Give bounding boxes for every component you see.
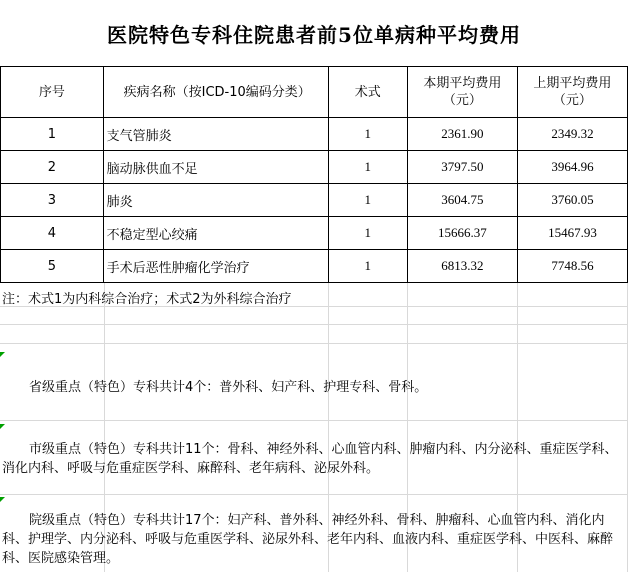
comment-marker-icon bbox=[0, 497, 5, 502]
header-previous-line1: 上期平均费用 bbox=[533, 76, 612, 91]
previous-cost: 3760.05 bbox=[517, 184, 627, 217]
surgery-type: 1 bbox=[328, 217, 407, 250]
table-row bbox=[1, 184, 628, 217]
current-cost: 3797.50 bbox=[407, 151, 517, 184]
previous-cost: 7748.56 bbox=[517, 250, 627, 283]
disease-name: 手术后恶性肿瘤化学治疗 bbox=[103, 250, 328, 283]
previous-cost: 15467.93 bbox=[517, 217, 627, 250]
cost-table bbox=[0, 66, 628, 283]
row-number: 5 bbox=[1, 250, 104, 283]
current-cost: 2361.90 bbox=[407, 118, 517, 151]
header-current-line1: 本期平均费用 bbox=[423, 76, 502, 91]
table-row bbox=[1, 118, 628, 151]
table-header-row bbox=[1, 67, 628, 118]
comment-marker-icon bbox=[0, 424, 5, 429]
row-number: 1 bbox=[1, 118, 104, 151]
current-cost: 3604.75 bbox=[407, 184, 517, 217]
header-previous-cost bbox=[517, 67, 627, 118]
page-title: 医院特色专科住院患者前5位单病种平均费用 bbox=[0, 0, 628, 66]
disease-name: 脑动脉供血不足 bbox=[103, 151, 328, 184]
surgery-type: 1 bbox=[328, 250, 407, 283]
row-number: 4 bbox=[1, 217, 104, 250]
table-row bbox=[1, 151, 628, 184]
provincial-specialties-text: 省级重点（特色）专科共计4个：普外科、妇产科、护理专科、骨科。 bbox=[29, 380, 428, 395]
surgery-type: 1 bbox=[328, 184, 407, 217]
previous-cost: 3964.96 bbox=[517, 151, 627, 184]
surgery-type: 1 bbox=[328, 118, 407, 151]
surgery-type: 1 bbox=[328, 151, 407, 184]
comment-marker-icon bbox=[0, 352, 5, 357]
header-current-cost bbox=[407, 67, 517, 118]
header-current-line2: （元） bbox=[442, 93, 482, 108]
current-cost: 6813.32 bbox=[407, 250, 517, 283]
row-number: 2 bbox=[1, 151, 104, 184]
header-previous-line2: （元） bbox=[552, 93, 592, 108]
table-note: 注：术式1为内科综合治疗；术式2为外科综合治疗 bbox=[2, 292, 292, 307]
header-disease-name: 疾病名称（按ICD-10编码分类） bbox=[103, 67, 328, 118]
disease-name: 肺炎 bbox=[103, 184, 328, 217]
disease-name: 支气管肺炎 bbox=[103, 118, 328, 151]
header-no: 序号 bbox=[1, 67, 104, 118]
hospital-specialties-text: 院级重点（特色）专科共计17个：妇产科、普外科、神经外科、骨科、肿瘤科、心血管内科、消化内科、护理学、内分泌科、呼吸与危重医学科、泌尿外科、老年内科、血液内科、重症医学科、中医科、麻醉科、医院感染管理。 bbox=[2, 513, 614, 566]
disease-name: 不稳定型心绞痛 bbox=[103, 217, 328, 250]
current-cost: 15666.37 bbox=[407, 217, 517, 250]
previous-cost: 2349.32 bbox=[517, 118, 627, 151]
municipal-specialties-text: 市级重点（特色）专科共计11个：骨科、神经外科、心血管内科、肿瘤内科、内分泌科、重症医学科、消化内科、呼吸与危重症医学科、麻醉科、老年病科、泌尿外科。 bbox=[2, 442, 618, 476]
row-number: 3 bbox=[1, 184, 104, 217]
table-row bbox=[1, 250, 628, 283]
header-surgery: 术式 bbox=[328, 67, 407, 118]
table-row bbox=[1, 217, 628, 250]
